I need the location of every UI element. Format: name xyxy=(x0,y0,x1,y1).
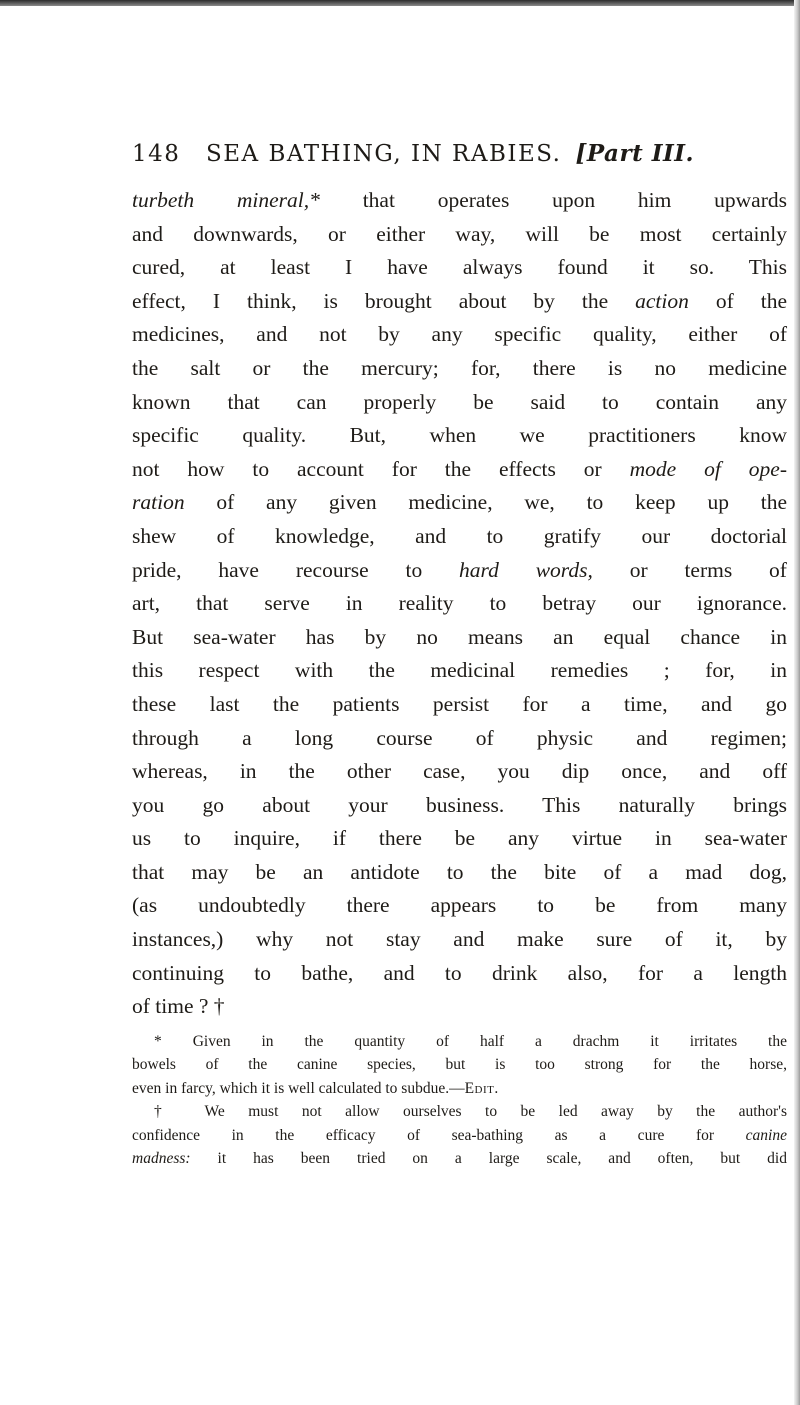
part-label: [Part III. xyxy=(575,140,694,167)
text-line: specific quality. But, when we practitioners know xyxy=(132,423,787,448)
footnotes xyxy=(132,1030,787,1171)
text-line: art, that serve in reality to betray our ignorance. xyxy=(132,591,787,616)
text-line: the salt or the mercury; for, there is no medicine xyxy=(132,355,787,380)
text-line: known that can properly be said to contain any xyxy=(132,389,787,414)
page-number: 148 xyxy=(132,141,181,167)
italic-term: madness: xyxy=(132,1150,191,1168)
text-line: us to inquire, if there be any virtue in sea-water xyxy=(132,826,787,851)
body-text xyxy=(132,184,787,1024)
text-run: or terms of xyxy=(592,557,787,582)
text-run: that operates upon him upwards xyxy=(319,188,787,212)
footnote-line xyxy=(132,1077,787,1101)
text-line: continuing to bathe, and to drink also, for a length xyxy=(132,960,787,985)
footnote-line xyxy=(132,1147,787,1171)
italic-term: ration xyxy=(132,490,185,515)
footnote-line: † We must not allow ourselves to be led away by the author's xyxy=(154,1103,787,1121)
text-line: cured, at least I have always found it so. This xyxy=(132,255,787,280)
text-line: that may be an antidote to the bite of a mad dog, xyxy=(132,859,787,884)
text-line: these last the patients persist for a time, and go xyxy=(132,691,787,716)
text-line: of time ? † xyxy=(132,994,225,1019)
text-run: pride, have recourse to xyxy=(132,557,460,582)
text-line: But sea-water has by no means an equal chance in xyxy=(132,624,787,649)
italic-term: action xyxy=(635,288,689,313)
italic-term: canine xyxy=(745,1126,787,1144)
footnote-line xyxy=(132,1124,787,1148)
text-run: even in farcy, which it is well calculated to subdue.— xyxy=(132,1079,465,1097)
text-line: medicines, and not by any specific quality, either of xyxy=(132,322,787,347)
text-line: shew of knowledge, and to gratify our doctorial xyxy=(132,523,787,548)
running-title: SEA BATHING, IN RABIES. xyxy=(206,141,562,167)
text-line: and downwards, or either way, will be most certainly xyxy=(132,221,787,246)
text-run: confidence in the efficacy of sea-bathing as a cure for xyxy=(132,1126,746,1144)
text-line xyxy=(132,554,787,588)
running-head xyxy=(132,140,787,180)
editor-signature: Edit. xyxy=(464,1079,499,1097)
text-line: you go about your business. This naturally brings xyxy=(132,792,787,817)
text-run: not how to account for the effects or xyxy=(132,456,630,481)
text-line xyxy=(132,285,787,319)
page-top-border xyxy=(0,0,800,6)
text-run: effect, I think, is brought about by the xyxy=(132,288,636,313)
text-line: instances,) why not stay and make sure of it, by xyxy=(132,927,787,952)
text-line xyxy=(132,184,787,218)
italic-term: hard words, xyxy=(459,557,593,582)
italic-term: mode of ope- xyxy=(629,456,787,481)
page-right-edge-shadow xyxy=(794,0,800,1405)
text-line: whereas, in the other case, you dip once, and off xyxy=(132,759,787,784)
text-line: through a long course of physic and regimen; xyxy=(132,725,787,750)
text-run: of any given medicine, we, to keep up the xyxy=(184,490,787,515)
footnote-line: * Given in the quantity of half a drachm it irritates the xyxy=(154,1032,787,1050)
text-line xyxy=(132,453,787,487)
text-line xyxy=(132,486,787,520)
footnote-line: bowels of the canine species, but is too strong for the horse, xyxy=(132,1056,787,1074)
text-run: of the xyxy=(688,288,787,313)
italic-term: turbeth mineral,* xyxy=(132,188,320,212)
text-line: (as undoubtedly there appears to be from many xyxy=(132,893,787,918)
book-page xyxy=(132,140,787,1171)
text-run: it has been tried on a large scale, and often, but did xyxy=(190,1150,787,1168)
text-line: this respect with the medicinal remedies ; for, in xyxy=(132,658,787,683)
